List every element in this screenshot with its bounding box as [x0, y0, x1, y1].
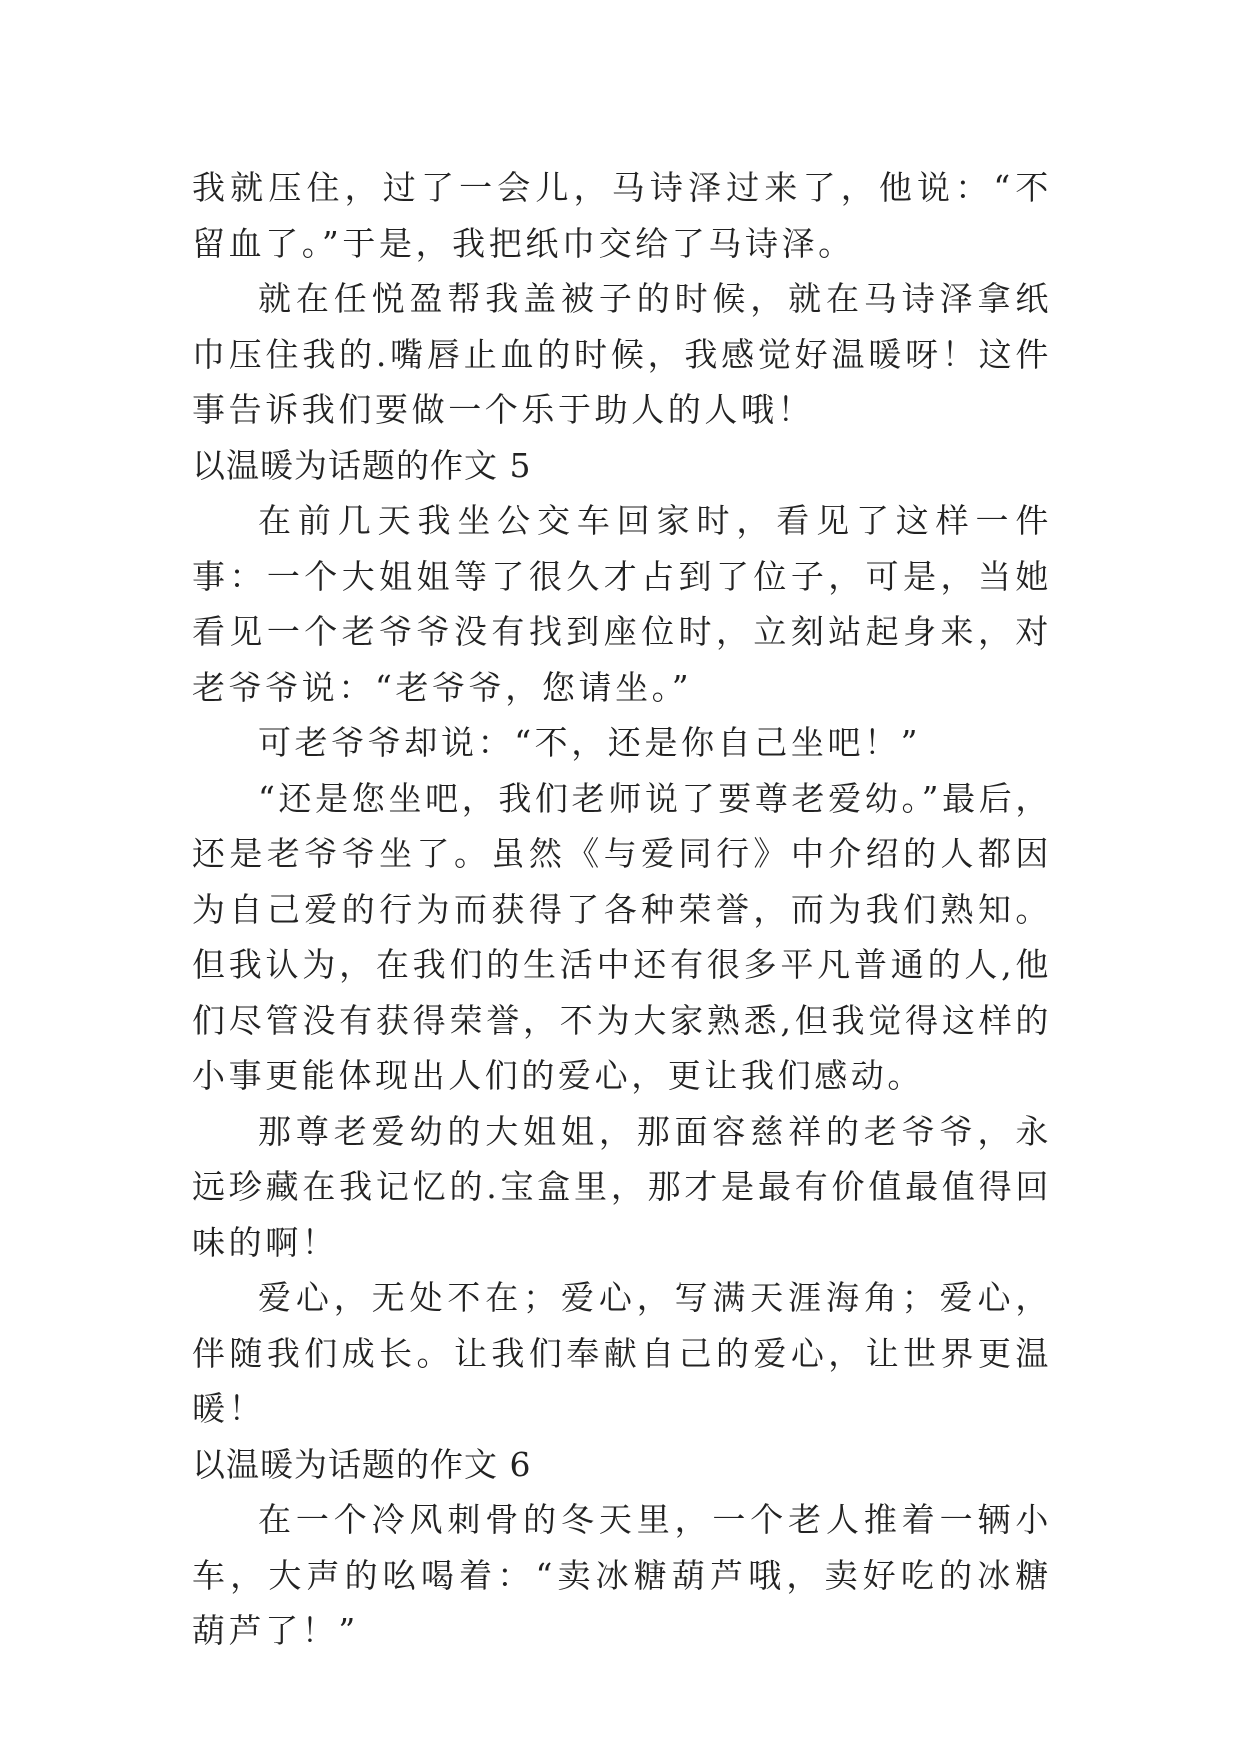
essay-heading-6: 以温暖为话题的作文 6	[192, 1444, 532, 1484]
paragraph-6: 那尊老爱幼的大姐姐，那面容慈祥的老爷爷，永远珍藏在我记忆的.宝盒里，那才是最有价值最值得回味的啊！	[192, 1111, 1052, 1262]
paragraph-4: 可老爷爷却说：“不，还是你自己坐吧！”	[258, 723, 922, 762]
paragraph-8: 在一个冷风刺骨的冬天里，一个老人推着一辆小车，大声的吆喝着：“卖冰糖葫芦哦，卖好吃的冰糖葫芦了！”	[192, 1500, 1052, 1650]
paragraph-2: 就在任悦盈帮我盖被子的时候，就在马诗泽拿纸巾压住我的.嘴唇止血的时候，我感觉好温暖呀！这件事告诉我们要做一个乐于助人的人哦！	[192, 279, 1052, 429]
paragraph-1: 我就压住，过了一会儿，马诗泽过来了，他说：“不留血了。”于是，我把纸巾交给了马诗泽。	[192, 168, 1052, 263]
paragraph-5: “还是您坐吧，我们老师说了要尊老爱幼。”最后，还是老爷爷坐了。虽然《与爱同行》中介绍的人都因为自己爱的行为而获得了各种荣誉，而为我们熟知。但我认为，在我们的生活中还有很多平凡普通的人,他们尽管没有获得荣誉，不为大家熟悉,但我觉得这样的小事更能体现出人们的爱心，更让我们感动。	[192, 778, 1052, 1095]
paragraph-3: 在前几天我坐公交车回家时，看见了这样一件事：一个大姐姐等了很久才占到了位子，可是，当她看见一个老爷爷没有找到座位时，立刻站起身来，对老爷爷说：“老爷爷，您请坐。”	[192, 501, 1052, 707]
paragraph-7: 爱心，无处不在；爱心，写满天涯海角；爱心，伴随我们成长。让我们奉献自己的爱心，让世界更温暖！	[192, 1278, 1052, 1428]
essay-heading-5: 以温暖为话题的作文 5	[192, 445, 532, 485]
document-body	[192, 160, 1052, 1659]
